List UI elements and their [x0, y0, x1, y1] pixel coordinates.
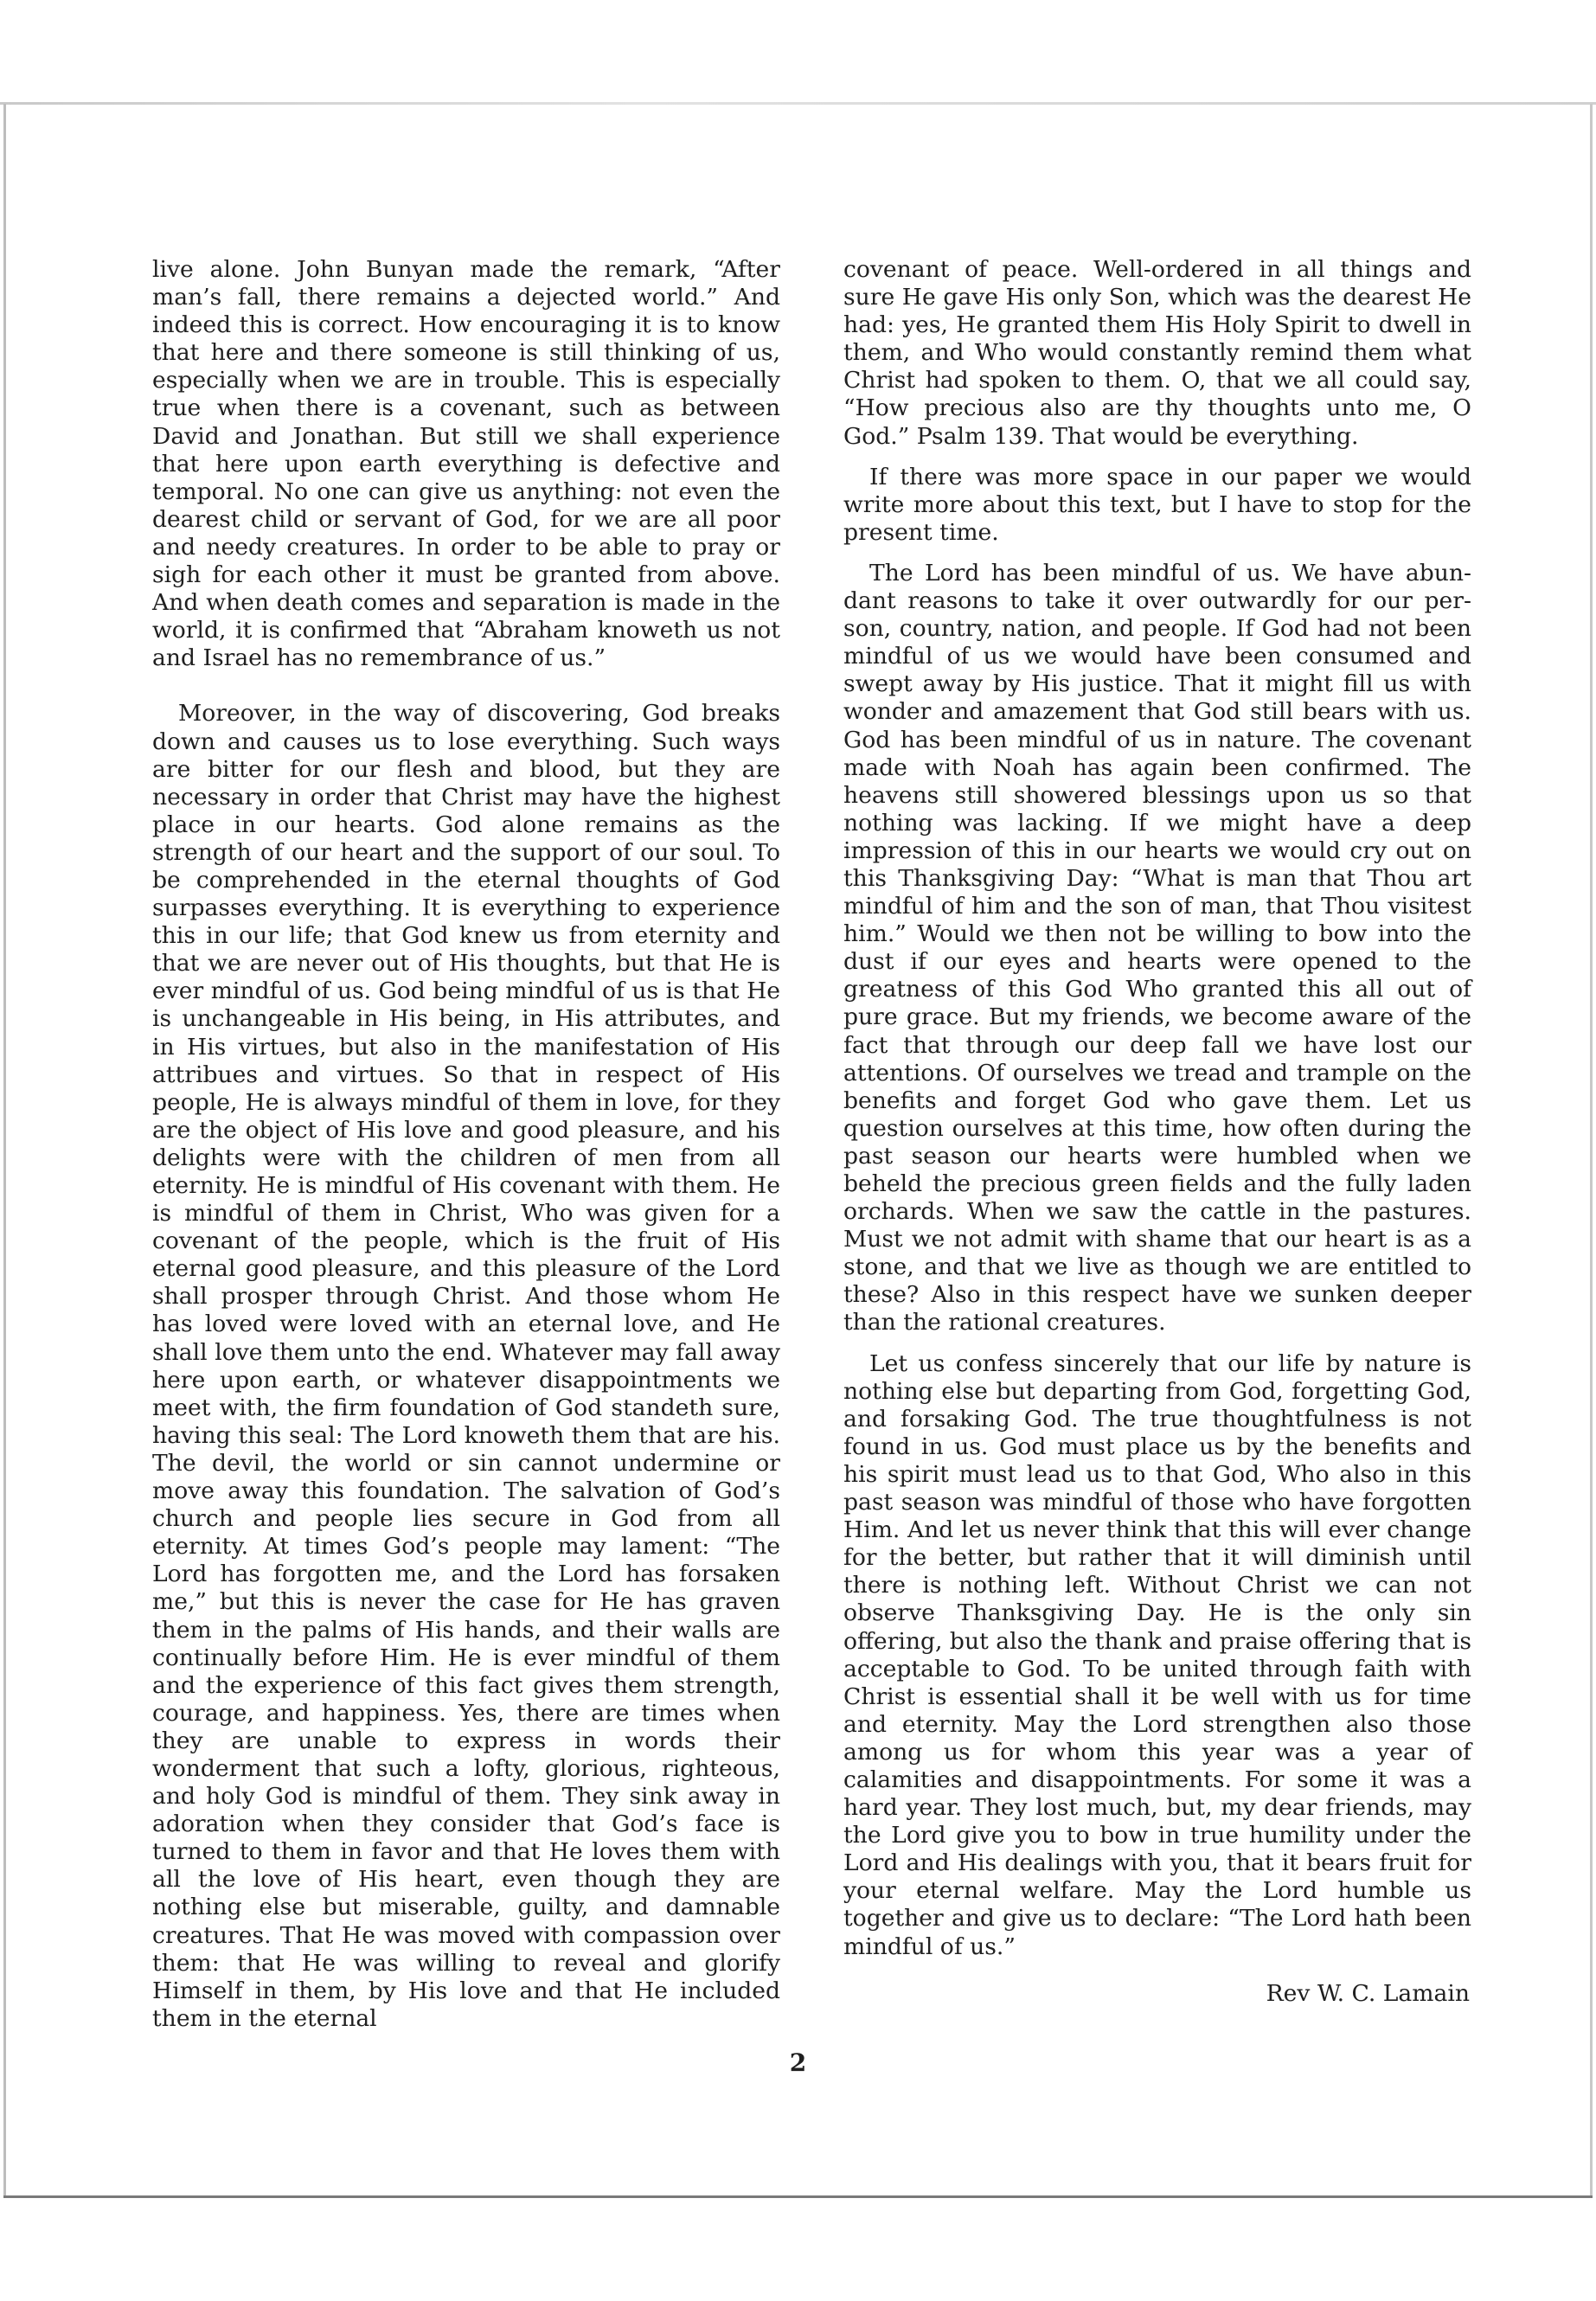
right-paragraph-2: If there was more space in our paper we would write more about this text, but I have to stop for the present time.	[843, 463, 1471, 546]
right-paragraph-4: Let us confess sincerely that our life by nature is nothing else but departing from God, forgetting God, and forsaking God. The true thoughtfulness is not found in us. God must place us by the benefits and his spirit must lead us to that God, Who also in this past season was mindful of those who have forgotten Him. And let us never think that this will ever change for the better, but rather that it will diminish until there is nothing left. Without Christ we can not observe Thanksgiving Day. He is the only sin offering, but also the thank and praise offering that is acceptable to God. To be united through faith with Christ is essential shall it be well with us for time and eternity. May the Lord strengthen also those among us for whom this year was a year of calamities and disappointments. For some it was a hard year. They lost much, but, my dear friends, may the Lord give you to bow in true humility under the Lord and His dealings with you, that it bears fruit for your eternal welfare. May the Lord humble us together and give us to declare: “The Lord hath been mindful of us.”	[843, 1349, 1471, 1960]
scan-edge-top	[0, 102, 1596, 105]
author-signature: Rev W. C. Lamain	[1266, 1979, 1470, 2007]
scan-edge-right	[1590, 104, 1593, 2197]
scan-edge-left	[3, 104, 6, 2197]
right-paragraph-1: covenant of peace. Well-ordered in all things and sure He gave His only Son, which was the dearest He had: yes, He granted them His Holy Spirit to dwell in them, and Who would constantly remind them what Christ had spoken to them. O, that we all could say, “How precious also are thy thoughts unto me, O God.” Psalm 139. That would be everything.	[843, 256, 1471, 450]
right-paragraph-3: The Lord has been mindful of us. We have abundant reasons to take it over outwardly for our person, country, nation, and people. If God had not been mindful of us we would have been consumed and swept away by His justice. That it might fill us with wonder and amazement that God still bears with us. God has been mindful of us in nature. The covenant made with Noah has again been confirmed. The heavens still showered blessings upon us so that nothing was lacking. If we might have a deep impression of this in our hearts we would cry out on this Thanksgiving Day: “What is man that Thou art mindful of him and the son of man, that Thou visitest him.” Would we then not be willing to bow into the dust if our eyes and hearts were opened to the greatness of this God Who granted this all out of pure grace. But my friends, we become aware of the fact that through our deep fall we have lost our attentions. Of ourselves we tread and trample on the benefits and forget God who gave them. Let us question ourselves at this time, how often during the past season our hearts were humbled when we beheld the precious green fields and the fully laden orchards. When we saw the cattle in the pastures. Must we not admit with shame that our heart is as a stone, and that we live as though we are entitled to these? Also in this respect have we sunken deeper than the rational creatures.	[843, 559, 1471, 1336]
left-paragraph-1: live alone. John Bunyan made the remark, “After man’s fall, there remains a dejected world.” And indeed this is correct. How encouraging it is to know that here and there someone is still thinking of us, especially when we are in trouble. This is especially true when there is a covenant, such as between David and Jonathan. But still we shall experience that here upon earth everything is defective and temporal. No one can give us anything: not even the dearest child or servant of God, for we are all poor and needy creatures. In order to be able to pray or sigh for each other it must be granted from above. And when death comes and separation is made in the world, it is confirmed that “Abraham knoweth us not and Israel has no remembrance of us.”	[152, 256, 780, 672]
left-paragraph-2: Moreover, in the way of discovering, God breaks down and causes us to lose everything. Such ways are bitter for our flesh and blood, but they are necessary in order that Christ may have the highest place in our hearts. God alone remains as the strength of our heart and the support of our soul. To be comprehended in the eternal thoughts of God surpasses everything. It is everything to experience this in our life; that God knew us from eternity and that we are never out of His thoughts, but that He is ever mindful of us. God being mindful of us is that He is unchangeable in His being, in His attributes, and in His virtues, but also in the manifestation of His attribues and virtues. So that in respect of His people, He is always mindful of them in love, for they are the object of His love and good pleasure, and his delights were with the children of men from all eternity. He is mindful of His covenant with them. He is mindful of them in Christ, Who was given for a covenant of the people, which is the fruit of His eternal good pleasure, and this pleasure of the Lord shall prosper through Christ. And those whom He has loved were loved with an eternal love, and He shall love them unto the end. Whatever may fall away here upon earth, or whatever disappointments we meet with, the firm foundation of God standeth sure, having this seal: The Lord knoweth them that are his. The devil, the world or sin cannot undermine or move away this foundation. The salvation of God’s church and people lies secure in God from all eternity. At times God’s people may lament: “The Lord has forgotten me, and the Lord has forsaken me,” but this is never the case for He has graven them in the palms of His hands, and their walls are continually before Him. He is ever mindful of them and the experience of this fact gives them strength, courage, and happiness. Yes, there are times when they are unable to express in words their wonderment that such a lofty, glorious, righteous, and holy God is mindful of them. They sink away in adoration when they consider that God’s face is turned to them in favor and that He loves them with all the love of His heart, even though they are nothing else but miserable, guilty, and damnable creatures. That He was moved with compassion over them: that He was willing to reveal and glorify Himself in them, by His love and that He included them in the eternal	[152, 700, 780, 2032]
left-column	[152, 256, 780, 2033]
page-number: 2	[789, 2048, 807, 2077]
right-column	[843, 256, 1471, 2008]
scan-edge-bottom	[3, 2195, 1593, 2198]
